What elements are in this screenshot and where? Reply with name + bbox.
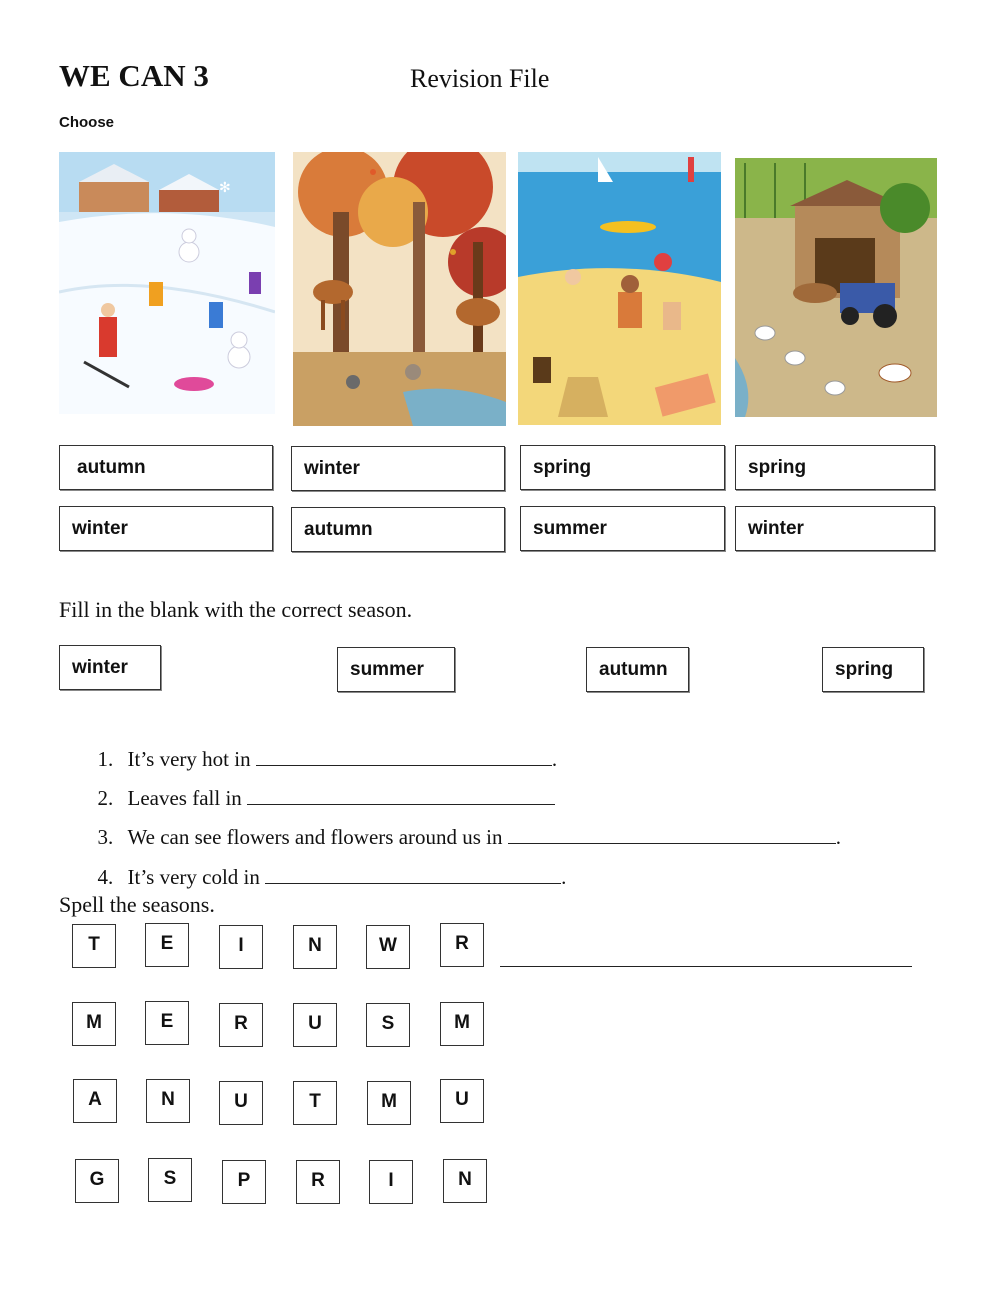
spell-letter[interactable]: M xyxy=(72,1002,116,1046)
question-1-number: 1. xyxy=(97,747,114,771)
winter-scene-picture xyxy=(59,152,275,414)
question-4-text: It’s very cold in xyxy=(127,865,266,889)
spell-letter[interactable]: U xyxy=(293,1003,337,1047)
spell-letter[interactable]: P xyxy=(222,1160,266,1204)
spell-letter[interactable]: N xyxy=(293,925,337,969)
worksheet-title: WE CAN 3 xyxy=(59,58,209,93)
spell-letter[interactable]: W xyxy=(366,925,410,969)
spell-answer-line[interactable] xyxy=(500,966,912,967)
pic2-option-2[interactable]: autumn xyxy=(291,507,505,552)
question-4-blank[interactable] xyxy=(265,866,561,884)
question-2-text: Leaves fall in xyxy=(127,786,248,810)
pic2-option-1[interactable]: winter xyxy=(291,446,505,491)
autumn-scene-picture xyxy=(293,152,506,426)
question-3-end: . xyxy=(835,825,842,849)
word-bank-summer[interactable]: summer xyxy=(337,647,455,692)
spell-letter[interactable]: S xyxy=(148,1158,192,1202)
pic4-option-1[interactable]: spring xyxy=(735,445,935,490)
question-3-number: 3. xyxy=(97,825,114,849)
spell-letter[interactable]: S xyxy=(366,1003,410,1047)
worksheet-subtitle: Revision File xyxy=(410,64,550,93)
spell-letter[interactable]: U xyxy=(219,1081,263,1125)
word-bank-spring[interactable]: spring xyxy=(822,647,924,692)
pic4-option-2[interactable]: winter xyxy=(735,506,935,551)
spell-letter[interactable]: R xyxy=(219,1003,263,1047)
question-2-number: 2. xyxy=(97,786,114,810)
spell-letter[interactable]: T xyxy=(293,1081,337,1125)
spell-letter[interactable]: E xyxy=(145,1001,189,1045)
spell-letter[interactable]: I xyxy=(369,1160,413,1204)
spell-letter[interactable]: G xyxy=(75,1159,119,1203)
spell-letter[interactable]: N xyxy=(146,1079,190,1123)
word-bank-autumn[interactable]: autumn xyxy=(586,647,689,692)
spell-letter[interactable]: M xyxy=(367,1081,411,1125)
spell-letter[interactable]: T xyxy=(72,924,116,968)
pic3-option-1[interactable]: spring xyxy=(520,445,725,490)
pic1-option-1[interactable]: autumn xyxy=(59,445,273,490)
choose-instruction: Choose xyxy=(59,114,115,131)
question-4-end: . xyxy=(561,865,567,889)
question-4-number: 4. xyxy=(97,865,114,889)
pic3-option-2[interactable]: summer xyxy=(520,506,725,551)
spell-letter[interactable]: I xyxy=(219,925,263,969)
spell-letter[interactable]: R xyxy=(296,1160,340,1204)
fill-instruction: Fill in the blank with the correct season. xyxy=(59,597,413,622)
spell-instruction: Spell the seasons. xyxy=(59,892,215,917)
svg-text:✻: ✻ xyxy=(219,180,231,196)
spell-letter[interactable]: U xyxy=(440,1079,484,1123)
question-1-end: . xyxy=(551,747,558,771)
pic1-option-2[interactable]: winter xyxy=(59,506,273,551)
spell-letter[interactable]: M xyxy=(440,1002,484,1046)
summer-scene-picture xyxy=(518,152,721,425)
question-4 xyxy=(87,840,566,890)
spell-letter[interactable]: A xyxy=(73,1079,117,1123)
farm-scene-picture xyxy=(735,158,937,417)
word-bank-winter[interactable]: winter xyxy=(59,645,161,690)
spell-letter[interactable]: E xyxy=(145,923,189,967)
question-3-text: We can see flowers and flowers around us in xyxy=(127,825,508,849)
question-1-text: It’s very hot in xyxy=(127,747,256,771)
spell-letter[interactable]: N xyxy=(443,1159,487,1203)
spell-letter[interactable]: R xyxy=(440,923,484,967)
